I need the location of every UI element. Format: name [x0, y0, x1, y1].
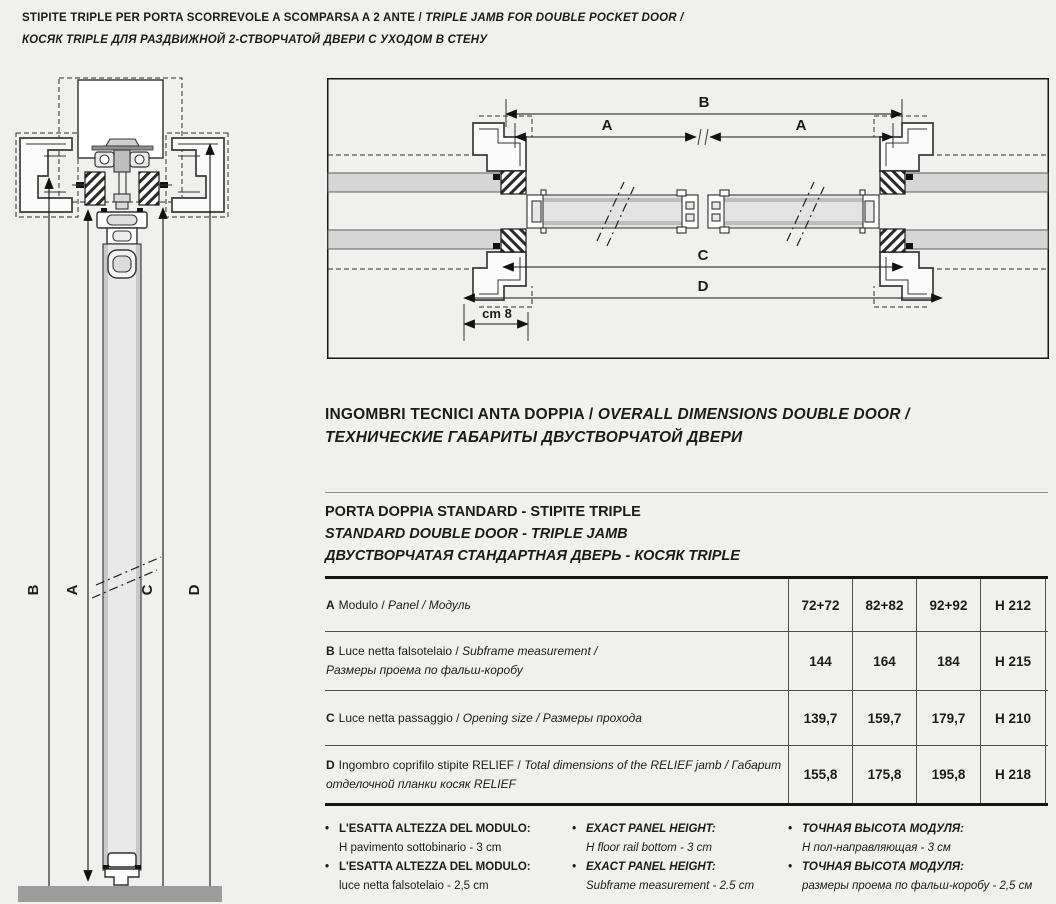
door-top-rail	[97, 208, 147, 244]
row-label: A Modulo / Panel / Модуль	[326, 597, 471, 612]
cell-value: 82+82	[852, 579, 916, 631]
cell-value: 179,7	[916, 691, 980, 745]
page-title-line2: КОСЯК TRIPLE ДЛЯ РАЗДВИЖНОЙ 2-СТВОРЧАТОЙ ДВЕРИ С УХОДОМ В СТЕНУ	[22, 34, 488, 46]
cell-value: 155,8	[788, 746, 852, 803]
bullet-icon: •	[325, 861, 330, 873]
dim-label-b: B	[698, 94, 710, 111]
floor	[18, 886, 222, 902]
page-title	[22, 7, 684, 51]
cell-value: H 215	[980, 632, 1046, 690]
dim-label-d: D	[697, 278, 709, 295]
table-row	[325, 632, 1048, 691]
bullet-icon: •	[572, 861, 577, 873]
cell-value: 72+72	[788, 579, 852, 631]
dim-label-cm8: cm 8	[482, 306, 512, 321]
note-item: • EXACT PANEL HEIGHT: H floor rail bottom - 3 cm	[572, 820, 786, 858]
title-english: TRIPLE JAMB FOR DOUBLE POCKET DOOR /	[425, 12, 684, 24]
table-header-russian: ДВУСТВОРЧАТАЯ СТАНДАРТНАЯ ДВЕРЬ - КОСЯК TRIPLE	[325, 548, 740, 564]
notes-column-italian	[325, 820, 565, 896]
cell-value: 144	[788, 632, 852, 690]
cell-value: H 218	[980, 746, 1046, 803]
dim-label-b-vertical: B	[25, 584, 42, 596]
wall-left-bottom	[328, 230, 501, 249]
row-key: B	[326, 644, 335, 658]
bullet-icon: •	[788, 861, 793, 873]
table-header-english: STANDARD DOUBLE DOOR - TRIPLE JAMB	[325, 526, 628, 542]
dim-label-c-vertical: C	[139, 584, 156, 596]
jamb-profile-left	[16, 133, 78, 217]
table-header	[325, 501, 740, 567]
row-label: B Luce netta falsotelaio / Subframe measurement / Размеры проема по фальш-коробу	[326, 644, 598, 677]
wall-left-top	[328, 173, 501, 192]
floor-guide	[103, 853, 141, 885]
horizontal-section-drawing	[327, 78, 1049, 359]
wall-right-top	[905, 173, 1048, 192]
bullet-icon: •	[325, 823, 330, 835]
row-key: C	[326, 710, 335, 725]
note-item: • ТОЧНАЯ ВЫСОТА МОДУЛЯ: Н пол-направляющая - 3 см	[788, 820, 1056, 858]
cell-value: 195,8	[916, 746, 980, 803]
dim-label-a-right: A	[795, 117, 807, 134]
note-item: • L'ESATTA ALTEZZA DEL MODULO: H pavimento sottobinario - 3 cm	[325, 820, 565, 858]
note-item: • ТОЧНАЯ ВЫСОТА МОДУЛЯ: размеры проема по фальш-коробу - 2,5 см	[788, 858, 1056, 896]
wall-right-bottom	[905, 230, 1048, 249]
cell-value: H 210	[980, 691, 1046, 745]
section-heading-italian: INGOMBRI TECNICI ANTA DOPPIA /	[325, 406, 598, 423]
table-row	[325, 746, 1048, 803]
cell-value: 184	[916, 632, 980, 690]
dim-label-a-vertical: A	[64, 584, 81, 596]
dim-label-d-vertical: D	[186, 584, 203, 596]
table-header-italian: PORTA DOPPIA STANDARD - STIPITE TRIPLE	[325, 504, 641, 520]
door-panel-plan	[527, 190, 698, 233]
bullet-icon: •	[788, 823, 793, 835]
door-panel-plan	[708, 190, 879, 233]
section-heading-russian: ТЕХНИЧЕСКИЕ ГАБАРИТЫ ДВУСТВОРЧАТОЙ ДВЕРИ	[325, 429, 743, 446]
note-item: • L'ESATTA ALTEZZA DEL MODULO: luce netta falsotelaio - 2,5 cm	[325, 858, 565, 896]
section-heading	[325, 403, 910, 449]
row-label: C Luce netta passaggio / Opening size / Размеры прохода	[326, 710, 642, 725]
table-row	[325, 579, 1048, 632]
dim-label-a-left: A	[601, 117, 613, 134]
jamb-block-left	[85, 172, 105, 205]
jamb-block-right	[139, 172, 159, 205]
row-key: A	[326, 597, 335, 612]
row-key: D	[326, 757, 335, 772]
notes-column-english	[572, 820, 786, 896]
cell-value: 164	[852, 632, 916, 690]
jamb-profile-right	[166, 133, 228, 217]
row-label: D Ingombro coprifilo stipite RELIEF / Total dimensions of the RELIEF jamb / Габарит отделочной планки косяк RELIEF	[326, 757, 782, 791]
title-italian: STIPITE TRIPLE PER PORTA SCORREVOLE A SCOMPARSA A 2 ANTE /	[22, 12, 426, 24]
page-title-line1	[22, 7, 684, 29]
cell-value: H 212	[980, 579, 1046, 631]
notes-column-russian	[788, 820, 1056, 896]
dimensions-table	[325, 576, 1048, 806]
divider-rule	[325, 492, 1048, 493]
cell-value: 92+92	[916, 579, 980, 631]
section-heading-line1	[325, 403, 910, 426]
table-row	[325, 691, 1048, 746]
hanger-bolt	[119, 172, 126, 194]
vertical-section-drawing	[8, 64, 230, 904]
cell-value: 159,7	[852, 691, 916, 745]
door-panel	[103, 244, 141, 870]
section-heading-english: OVERALL DIMENSIONS DOUBLE DOOR /	[597, 406, 910, 423]
bullet-icon: •	[572, 823, 577, 835]
cell-value: 139,7	[788, 691, 852, 745]
note-item: • EXACT PANEL HEIGHT: Subframe measurement - 2.5 cm	[572, 858, 786, 896]
cell-value: 175,8	[852, 746, 916, 803]
dim-label-c: C	[697, 247, 709, 264]
